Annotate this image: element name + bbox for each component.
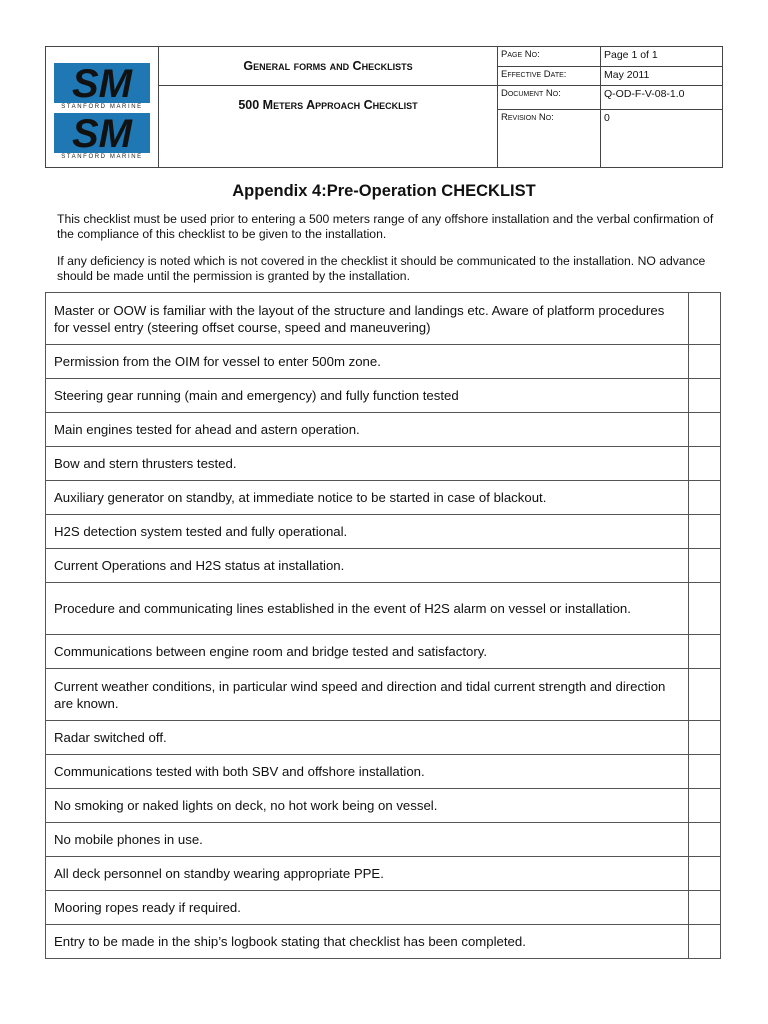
sm-logo-icon bbox=[54, 63, 150, 103]
checklist-item-text: Communications between engine room and bridge tested and satisfactory. bbox=[46, 635, 689, 669]
page-no-label: Page No: bbox=[498, 47, 601, 67]
checklist-row bbox=[46, 925, 721, 959]
checklist-row bbox=[46, 345, 721, 379]
page-no-value: Page 1 of 1 bbox=[601, 47, 723, 67]
intro-paragraph: This checklist must be used prior to entering a 500 meters range of any offshore installation and the verbal confirmation of the compliance of this checklist to be given to the installation. bbox=[57, 212, 714, 241]
checklist-row bbox=[46, 857, 721, 891]
checkbox-cell[interactable] bbox=[689, 857, 721, 891]
checkbox-cell[interactable] bbox=[689, 447, 721, 481]
checkbox-cell[interactable] bbox=[689, 635, 721, 669]
checklist-item-text: Current Operations and H2S status at installation. bbox=[46, 549, 689, 583]
checkbox-cell[interactable] bbox=[689, 669, 721, 721]
checklist-item-text: Permission from the OIM for vessel to enter 500m zone. bbox=[46, 345, 689, 379]
checklist-row bbox=[46, 721, 721, 755]
checkbox-cell[interactable] bbox=[689, 925, 721, 959]
checklist-row bbox=[46, 549, 721, 583]
checklist-row bbox=[46, 823, 721, 857]
checkbox-cell[interactable] bbox=[689, 413, 721, 447]
checkbox-cell[interactable] bbox=[689, 583, 721, 635]
checklist-row bbox=[46, 755, 721, 789]
checkbox-cell[interactable] bbox=[689, 721, 721, 755]
checklist-item-text: All deck personnel on standby wearing appropriate PPE. bbox=[46, 857, 689, 891]
checklist-row bbox=[46, 379, 721, 413]
checklist-item-text: Radar switched off. bbox=[46, 721, 689, 755]
checklist-row bbox=[46, 413, 721, 447]
intro-paragraph: If any deficiency is noted which is not covered in the checklist it should be communicated to the installation. NO advance should be made until the permission is granted by the installation. bbox=[57, 254, 706, 283]
checklist-item-text: Current weather conditions, in particular wind speed and direction and tidal current strength and direction are known. bbox=[46, 669, 689, 721]
form-title: 500 Meters Approach Checklist bbox=[159, 86, 498, 168]
checklist-item-text: Communications tested with both SBV and offshore installation. bbox=[46, 755, 689, 789]
checklist-row bbox=[46, 789, 721, 823]
checklist-item-text: Steering gear running (main and emergency) and fully function tested bbox=[46, 379, 689, 413]
checklist-item-text: H2S detection system tested and fully operational. bbox=[46, 515, 689, 549]
checkbox-cell[interactable] bbox=[689, 481, 721, 515]
checklist-row bbox=[46, 481, 721, 515]
checkbox-cell[interactable] bbox=[689, 823, 721, 857]
page-title: Appendix 4:Pre-Operation CHECKLIST bbox=[232, 182, 536, 200]
checklist-row bbox=[46, 891, 721, 925]
checklist-row bbox=[46, 293, 721, 345]
logo-caption: STANFORD MARINE bbox=[61, 154, 143, 160]
effective-date-value: May 2011 bbox=[601, 67, 723, 86]
checklist-row bbox=[46, 669, 721, 721]
sm-logo-icon bbox=[54, 113, 150, 153]
checklist-item-text: Mooring ropes ready if required. bbox=[46, 891, 689, 925]
checkbox-cell[interactable] bbox=[689, 345, 721, 379]
checklist-item-text: Auxiliary generator on standby, at immediate notice to be started in case of blackout. bbox=[46, 481, 689, 515]
svg-text:SM: SM bbox=[72, 113, 132, 153]
checklist-item-text: Entry to be made in the ship’s logbook stating that checklist has been completed. bbox=[46, 925, 689, 959]
checkbox-cell[interactable] bbox=[689, 293, 721, 345]
checklist-row bbox=[46, 447, 721, 481]
company-logo bbox=[54, 63, 150, 113]
checklist-row bbox=[46, 635, 721, 669]
form-category: General forms and Checklists bbox=[159, 47, 498, 86]
logo-cell bbox=[46, 47, 159, 168]
checklist-row bbox=[46, 515, 721, 549]
checklist-item-text: Bow and stern thrusters tested. bbox=[46, 447, 689, 481]
checklist-table bbox=[45, 292, 721, 959]
checkbox-cell[interactable] bbox=[689, 515, 721, 549]
effective-date-label: Effective Date: bbox=[498, 67, 601, 86]
checklist-item-text: No mobile phones in use. bbox=[46, 823, 689, 857]
checkbox-cell[interactable] bbox=[689, 549, 721, 583]
document-no-label: Document No: bbox=[498, 86, 601, 109]
checklist-item-text: Main engines tested for ahead and astern operation. bbox=[46, 413, 689, 447]
document-header bbox=[45, 46, 723, 168]
logo-caption: STANFORD MARINE bbox=[61, 104, 143, 110]
checkbox-cell[interactable] bbox=[689, 755, 721, 789]
checklist-item-text: No smoking or naked lights on deck, no hot work being on vessel. bbox=[46, 789, 689, 823]
revision-no-label: Revision No: bbox=[498, 109, 601, 168]
document-no-value: Q-OD-F-V-08-1.0 bbox=[601, 86, 723, 109]
checklist-row bbox=[46, 583, 721, 635]
checklist-item-text: Master or OOW is familiar with the layout of the structure and landings etc. Aware of platform procedures for vessel entry (steering offset course, speed and maneuvering) bbox=[46, 293, 689, 345]
svg-text:SM: SM bbox=[72, 63, 132, 103]
checklist-item-text: Procedure and communicating lines established in the event of H2S alarm on vessel or installation. bbox=[46, 583, 689, 635]
company-logo bbox=[54, 113, 150, 163]
checkbox-cell[interactable] bbox=[689, 891, 721, 925]
checkbox-cell[interactable] bbox=[689, 789, 721, 823]
checkbox-cell[interactable] bbox=[689, 379, 721, 413]
revision-no-value: 0 bbox=[601, 109, 723, 168]
